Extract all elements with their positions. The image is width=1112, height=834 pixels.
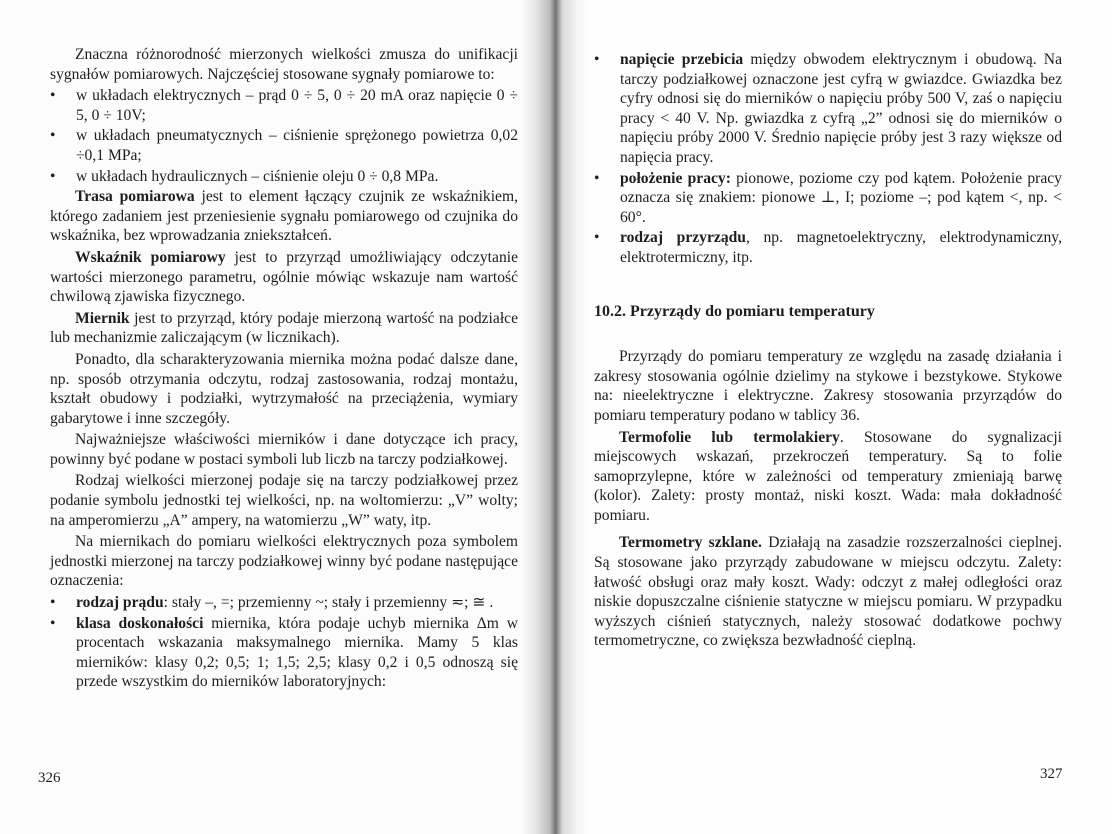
paragraph: Przyrządy do pomiaru temperatury ze względu na zasadę działania i zakresy stosowania ogólnie dzielimy na stykowe i bezstykowe. Stykowe na: nieelektryczne i elektryczne. Zakresy stosowania przyrządów do pomiaru temperatury podano w tablicy 36. <box>594 348 1062 424</box>
list-item <box>50 593 518 613</box>
term: rodzaj przyrządu <box>620 229 746 247</box>
term: Wskaźnik pomiarowy <box>75 248 226 266</box>
item-text: między obwodem elektrycznym i obudową. Na tarczy podziałkowej oznaczone jest cyfrą w gwiazdce. Gwiazdka bez cyfry odnosi się do mierników o napięciu próby 500 V, zaś o napięciu pracy < 40 V. Np. gwiazdka z cyfrą „2” odnosi się do mierników o napięciu próby 2000 V. Średnio napięcie próby jest 3 razy większe od napięcia pracy. <box>620 51 1062 166</box>
definition: jest to przyrząd, który podaje mierzoną wartość na podziałce lub mechanizmie zaliczającym (w licznikach). <box>50 309 518 347</box>
list-item: • w układach pneumatycznych – ciśnienie sprężonego powietrza 0,02 ÷0,1 MPa; <box>50 126 518 165</box>
list-item <box>594 169 1062 228</box>
definition: jest to przyrząd umożliwiający odczytanie wartości mierzonego parametru, ogólnie mówiąc wskazuje nam wartość chwilową zjawiska fizycznego. <box>50 248 518 306</box>
right-page <box>556 0 1112 834</box>
term: napięcie przebicia <box>620 51 744 68</box>
definition: . Stosowane do sygnalizacji miejscowych wskazań, przekroczeń temperatury. Są to folie samoprzylepne, które w zależności od temperatury zmieniają barwę (kolor). Zalety: prosty montaż, niski koszt. Wada: mała dokładność pomiaru. <box>594 428 1062 524</box>
definition: Działają na zasadzie rozszerzalności cieplnej. Są stosowane jako przyrządy zabudowane w miejscu odczytu. Zalety: łatwość obsługi oraz mały koszt. Wady: odczyt z małej odległości oraz niskie dopuszczalne ciśnienie statyczne w miejscu pomiaru. W przypadku wyższych ciśnień statycznych, należy stosować dodatkowe pochwy termometryczne, co zwiększa bezwładność cieplną. <box>594 534 1062 650</box>
item-text: miernika, która podaje uchyb miernika Δm w procentach wskazania maksymalnego miernika. Mamy 5 klas mierników: klasy 0,2; 0,5; 1; 1,5; 2,5; klasy 0,2 i 0,5 odnoszą się przede wszystkim do mierników laboratoryjnych: <box>76 614 519 691</box>
markings-list-continued <box>594 50 1062 268</box>
right-text-column <box>594 50 1062 653</box>
paragraph-termofolie <box>594 428 1062 526</box>
term: Termometry szklane. <box>619 534 762 552</box>
paragraph-termometry <box>594 533 1062 651</box>
term: klasa doskonałości <box>76 614 204 632</box>
paragraph: Na miernikach do pomiaru wielkości elektrycznych poza symbolem jednostki mierzonej na tarczy podziałkowej winny być podane następujące oznaczenia: <box>50 533 518 590</box>
item-text: pionowe, poziome czy pod kątem. Położenie pracy oznacza się znakiem: pionowe ⊥, I; poziome –; pod kątem <, np. < 60°. <box>620 169 1062 226</box>
left-text-column <box>50 45 518 693</box>
signal-list <box>50 86 518 186</box>
list-item: • w układach elektrycznych – prąd 0 ÷ 5, 0 ÷ 20 mA oraz napięcie 0 ÷ 5, 0 ÷ 10V; <box>50 86 518 125</box>
paragraph: Rodzaj wielkości mierzonej podaje się na tarczy podziałkowej przez podanie symbolu jednostki tej wielkości, np. na woltomierzu: „V” wolty; na amperomierzu „A” ampery, na watomierzu „W” waty, itp. <box>50 472 518 529</box>
term: położenie pracy: <box>620 169 731 187</box>
paragraph: Najważniejsze właściwości mierników i dane dotyczące ich pracy, powinny być podane w postaci symboli lub liczb na tarczy podziałkowej. <box>50 431 518 468</box>
item-text: : stały –, =; przemienny ~; stały i przemienny ≂; ≅ . <box>163 594 494 612</box>
section-heading: 10.2. Przyrządy do pomiaru temperatury <box>594 302 875 320</box>
markings-list <box>50 593 518 692</box>
page-number: 326 <box>38 770 61 786</box>
paragraph-trasa <box>50 187 518 246</box>
list-item <box>594 50 1062 168</box>
term: Trasa pomiarowa <box>75 188 195 206</box>
paragraph-miernik <box>50 309 518 348</box>
term: rodzaj prądu <box>76 594 164 612</box>
term: Termofolie lub termolakiery <box>619 428 840 446</box>
list-item <box>594 228 1062 267</box>
paragraph-wskaznik <box>50 248 518 307</box>
definition: jest to element łączący czujnik ze wskaźnikiem, którego zadaniem jest przeniesienie sygnału pomiarowego od czujnika do wskaźnika, bez wprowadzania zniekształceń. <box>50 188 518 245</box>
term: Miernik <box>75 309 130 327</box>
list-item <box>50 614 518 692</box>
paragraph: Ponadto, dla scharakteryzowania miernika można podać dalsze dane, np. sposób otrzymania odczytu, rodzaj zastosowania, rodzaj montażu, kształt obudowy i podziałki, wytrzymałość na przeciążenia, wymiary gabarytowe i inne szczegóły. <box>50 350 518 427</box>
item-text: , np. magnetoelektryczny, elektrodynamiczny, elektrotermiczny, itp. <box>620 229 1062 266</box>
list-item: • w układach hydraulicznych – ciśnienie oleju 0 ÷ 0,8 MPa. <box>50 167 518 187</box>
page-number: 327 <box>1040 766 1063 782</box>
paragraph: Znaczna różnorodność mierzonych wielkości zmusza do unifikacji sygnałów pomiarowych. Najczęściej stosowane sygnały pomiarowe to: <box>50 46 518 83</box>
